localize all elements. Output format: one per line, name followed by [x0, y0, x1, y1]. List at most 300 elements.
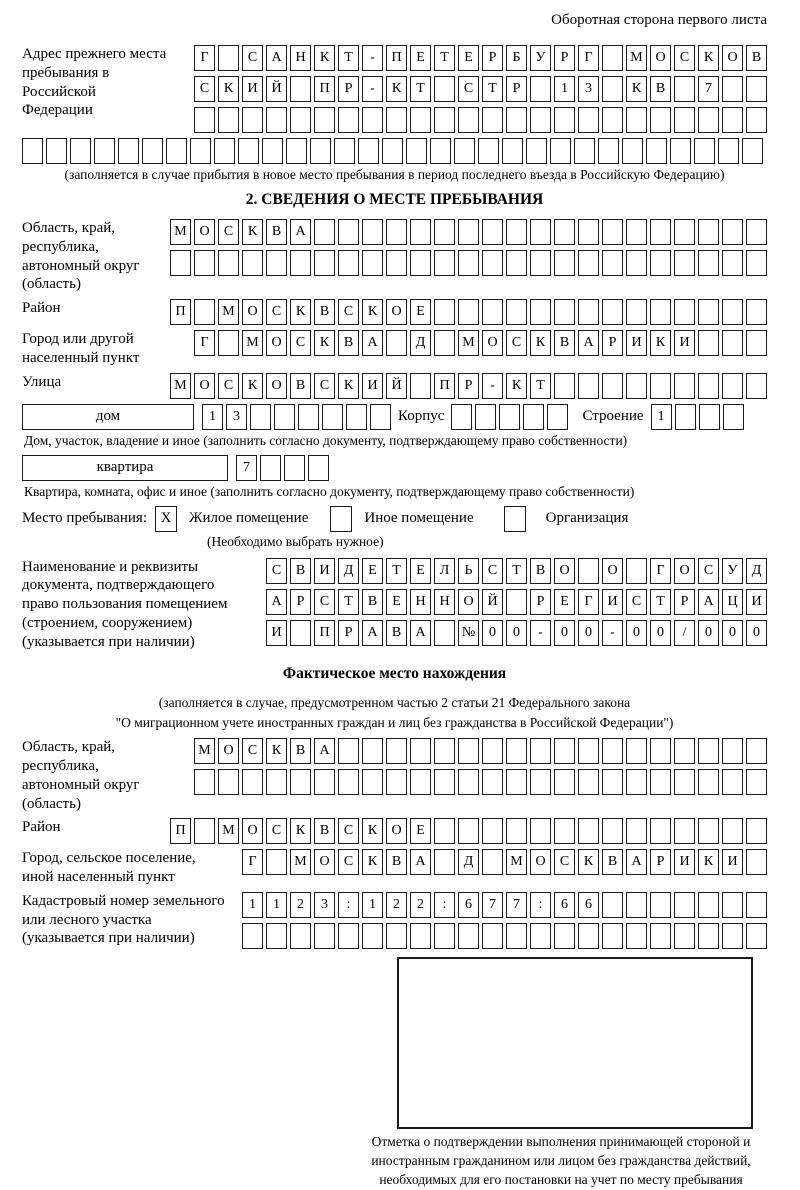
char-cell: С: [458, 76, 479, 102]
char-cell: [746, 299, 767, 325]
cadastral-field: [22, 892, 767, 949]
char-cell: П: [314, 76, 335, 102]
char-cell: В: [290, 738, 311, 764]
char-cell: 0: [746, 620, 767, 646]
char-cell: О: [482, 330, 503, 356]
char-cell: М: [290, 849, 311, 875]
char-cell: [214, 138, 235, 164]
char-cell: С: [482, 558, 503, 584]
char-cell: У: [722, 558, 743, 584]
char-cell: [650, 923, 671, 949]
char-cell: [674, 250, 695, 276]
char-cell: [362, 923, 383, 949]
char-cell: [266, 849, 287, 875]
char-cell: [722, 107, 743, 133]
actual-region-row-1: [194, 738, 767, 764]
char-cell: С: [314, 589, 335, 615]
stay-type-label: Место пребывания:: [22, 510, 147, 526]
char-cell: [746, 330, 767, 356]
char-cell: С: [218, 373, 239, 399]
char-cell: [626, 373, 647, 399]
char-cell: [458, 299, 479, 325]
char-cell: [434, 923, 455, 949]
region-label: Область, край, республика, автономный округ (область): [22, 220, 140, 293]
char-cell: О: [194, 373, 215, 399]
char-cell: [650, 738, 671, 764]
prev-address-field: [22, 45, 767, 133]
char-cell: С: [626, 589, 647, 615]
char-cell: [218, 330, 239, 356]
char-cell: Е: [410, 299, 431, 325]
char-cell: [386, 219, 407, 245]
char-cell: Р: [650, 849, 671, 875]
char-cell: К: [698, 849, 719, 875]
char-cell: 3: [226, 404, 247, 430]
char-cell: С: [554, 849, 575, 875]
street-row: [170, 373, 767, 399]
char-cell: 0: [698, 620, 719, 646]
char-cell: [742, 138, 763, 164]
char-cell: О: [722, 45, 743, 71]
char-cell: [410, 373, 431, 399]
char-cell: [675, 404, 696, 430]
char-cell: [650, 818, 671, 844]
char-cell: С: [266, 558, 287, 584]
char-cell: Е: [410, 818, 431, 844]
char-cell: В: [530, 558, 551, 584]
char-cell: Т: [386, 558, 407, 584]
char-cell: [602, 373, 623, 399]
char-cell: [578, 250, 599, 276]
char-cell: [290, 923, 311, 949]
char-cell: [670, 138, 691, 164]
char-cell: [482, 769, 503, 795]
street-field: [22, 373, 767, 399]
char-cell: [674, 892, 695, 918]
char-cell: [482, 107, 503, 133]
actual-location-note: [22, 693, 767, 732]
char-cell: С: [674, 45, 695, 71]
char-cell: О: [602, 558, 623, 584]
char-cell: В: [314, 818, 335, 844]
document-label: Наименование и реквизиты документа, подтверждающего право пользования помещением (строением, сооружением) (указывается при наличии): [22, 558, 228, 650]
actual-district-label: Район: [22, 819, 61, 836]
char-cell: И: [674, 330, 695, 356]
char-cell: -: [362, 45, 383, 71]
char-cell: [218, 769, 239, 795]
char-cell: [458, 738, 479, 764]
prev-address-note: (заполняется в случае прибытия в новое место пребывания в период последнего въезда в Российскую Федерацию): [64, 167, 725, 182]
char-cell: [478, 138, 499, 164]
char-cell: [626, 219, 647, 245]
char-cell: К: [314, 45, 335, 71]
actual-district-row: [170, 818, 767, 844]
char-cell: :: [338, 892, 359, 918]
char-cell: [602, 769, 623, 795]
char-cell: [362, 250, 383, 276]
char-cell: [554, 818, 575, 844]
stroenie-label: Строение: [582, 408, 644, 424]
char-cell: [46, 138, 67, 164]
char-cell: 7: [698, 76, 719, 102]
char-cell: [674, 818, 695, 844]
char-cell: [458, 923, 479, 949]
char-cell: 2: [410, 892, 431, 918]
char-cell: К: [362, 849, 383, 875]
char-cell: 6: [578, 892, 599, 918]
char-cell: [94, 138, 115, 164]
city-label: Город или другой населенный пункт: [22, 331, 140, 366]
char-cell: С: [338, 849, 359, 875]
char-cell: И: [362, 373, 383, 399]
char-cell: [434, 76, 455, 102]
char-cell: Т: [530, 373, 551, 399]
char-cell: Й: [482, 589, 503, 615]
char-cell: [362, 107, 383, 133]
char-cell: [602, 219, 623, 245]
char-cell: [699, 404, 720, 430]
char-cell: [578, 738, 599, 764]
korpus-cells: [451, 404, 568, 430]
actual-city-label: Город, сельское поселение, иной населенный пункт: [22, 850, 196, 886]
char-cell: [746, 250, 767, 276]
char-cell: 0: [650, 620, 671, 646]
char-cell: [554, 219, 575, 245]
char-cell: М: [218, 299, 239, 325]
char-cell: 7: [482, 892, 503, 918]
document-row-2: [266, 589, 767, 615]
char-cell: С: [506, 330, 527, 356]
char-cell: А: [290, 219, 311, 245]
char-cell: [602, 45, 623, 71]
char-cell: Г: [242, 849, 263, 875]
char-cell: 0: [506, 620, 527, 646]
char-cell: Г: [650, 558, 671, 584]
char-cell: М: [170, 219, 191, 245]
char-cell: Р: [458, 373, 479, 399]
char-cell: [242, 769, 263, 795]
char-cell: Д: [410, 330, 431, 356]
char-cell: [650, 107, 671, 133]
char-cell: 3: [578, 76, 599, 102]
char-cell: [194, 769, 215, 795]
char-cell: [458, 250, 479, 276]
char-cell: В: [386, 620, 407, 646]
char-cell: [338, 250, 359, 276]
char-cell: Р: [482, 45, 503, 71]
char-cell: [578, 373, 599, 399]
char-cell: [502, 138, 523, 164]
char-cell: [482, 250, 503, 276]
char-cell: К: [266, 738, 287, 764]
prev-address-row-1: [194, 45, 767, 71]
char-cell: Р: [338, 620, 359, 646]
char-cell: 0: [482, 620, 503, 646]
cadastral-row-1: [242, 892, 767, 918]
char-cell: [386, 330, 407, 356]
char-cell: [458, 769, 479, 795]
cadastral-row-2: [242, 923, 767, 949]
char-cell: [338, 107, 359, 133]
char-cell: [674, 373, 695, 399]
char-cell: [458, 818, 479, 844]
char-cell: Н: [290, 45, 311, 71]
char-cell: -: [602, 620, 623, 646]
char-cell: В: [266, 219, 287, 245]
char-cell: [194, 818, 215, 844]
char-cell: [602, 250, 623, 276]
document-row-1: [266, 558, 767, 584]
char-cell: [674, 299, 695, 325]
stay-type-checkbox-other-premises: [330, 506, 352, 532]
char-cell: [194, 107, 215, 133]
char-cell: [650, 373, 671, 399]
char-cell: Й: [266, 76, 287, 102]
char-cell: [434, 219, 455, 245]
region-field: [22, 219, 767, 294]
char-cell: М: [506, 849, 527, 875]
char-cell: [482, 299, 503, 325]
char-cell: К: [242, 373, 263, 399]
char-cell: [334, 138, 355, 164]
char-cell: Р: [530, 589, 551, 615]
char-cell: [526, 138, 547, 164]
char-cell: В: [386, 849, 407, 875]
char-cell: И: [314, 558, 335, 584]
char-cell: Т: [482, 76, 503, 102]
char-cell: /: [674, 620, 695, 646]
char-cell: [722, 219, 743, 245]
char-cell: О: [386, 299, 407, 325]
char-cell: [194, 250, 215, 276]
char-cell: [290, 769, 311, 795]
char-cell: И: [626, 330, 647, 356]
char-cell: Т: [338, 45, 359, 71]
char-cell: [746, 738, 767, 764]
stay-type-note: (Необходимо выбрать нужное): [207, 533, 384, 549]
char-cell: Б: [506, 45, 527, 71]
char-cell: Р: [674, 589, 695, 615]
char-cell: С: [242, 738, 263, 764]
char-cell: [314, 923, 335, 949]
stay-type-checkbox-organization: [504, 506, 526, 532]
char-cell: [434, 738, 455, 764]
apartment-row: [22, 455, 767, 481]
char-cell: [746, 219, 767, 245]
char-cell: [266, 107, 287, 133]
char-cell: [238, 138, 259, 164]
char-cell: А: [362, 620, 383, 646]
prev-address-overflow-row: [22, 138, 767, 164]
prev-address-label: Адрес прежнего места пребывания в Российской Федерации: [22, 46, 167, 119]
char-cell: К: [650, 330, 671, 356]
char-cell: 2: [386, 892, 407, 918]
char-cell: [218, 45, 239, 71]
char-cell: [314, 250, 335, 276]
char-cell: [722, 330, 743, 356]
char-cell: О: [266, 373, 287, 399]
char-cell: [434, 620, 455, 646]
char-cell: [290, 250, 311, 276]
char-cell: [370, 404, 391, 430]
char-cell: [578, 107, 599, 133]
city-row: [194, 330, 767, 356]
char-cell: [118, 138, 139, 164]
district-row: [170, 299, 767, 325]
char-cell: Е: [362, 558, 383, 584]
confirmation-stamp-box: [397, 957, 753, 1129]
page-header-note: Оборотная сторона первого листа: [551, 12, 767, 28]
char-cell: О: [674, 558, 695, 584]
korpus-label: Корпус: [398, 408, 445, 424]
char-cell: №: [458, 620, 479, 646]
char-cell: [506, 738, 527, 764]
char-cell: [298, 404, 319, 430]
stay-type-option-organization: Организация: [545, 510, 629, 526]
char-cell: А: [410, 849, 431, 875]
char-cell: [554, 373, 575, 399]
char-cell: Т: [434, 45, 455, 71]
char-cell: [746, 373, 767, 399]
char-cell: [242, 923, 263, 949]
char-cell: [530, 219, 551, 245]
char-cell: О: [650, 45, 671, 71]
char-cell: М: [458, 330, 479, 356]
char-cell: [674, 76, 695, 102]
char-cell: 1: [266, 892, 287, 918]
region-row-1: [170, 219, 767, 245]
char-cell: [70, 138, 91, 164]
char-cell: Т: [338, 589, 359, 615]
char-cell: [434, 299, 455, 325]
char-cell: [578, 769, 599, 795]
char-cell: Н: [410, 589, 431, 615]
char-cell: :: [530, 892, 551, 918]
char-cell: В: [338, 330, 359, 356]
char-cell: [554, 738, 575, 764]
char-cell: [362, 219, 383, 245]
char-cell: И: [746, 589, 767, 615]
char-cell: [523, 404, 544, 430]
char-cell: [314, 769, 335, 795]
char-cell: К: [506, 373, 527, 399]
char-cell: [694, 138, 715, 164]
actual-region-label: Область, край, республика, автономный округ (область): [22, 739, 140, 812]
char-cell: [626, 769, 647, 795]
char-cell: К: [290, 818, 311, 844]
stay-type-checkbox-residential: X: [155, 506, 177, 532]
char-cell: [506, 769, 527, 795]
char-cell: С: [218, 219, 239, 245]
actual-region-field: [22, 738, 767, 813]
char-cell: [530, 76, 551, 102]
char-cell: [722, 373, 743, 399]
char-cell: [22, 138, 43, 164]
char-cell: [242, 107, 263, 133]
district-field: [22, 299, 767, 325]
char-cell: [698, 107, 719, 133]
char-cell: [386, 107, 407, 133]
char-cell: [506, 589, 527, 615]
char-cell: [674, 923, 695, 949]
char-cell: [458, 107, 479, 133]
actual-location-note-line1: (заполняется в случае, предусмотренном частью 2 статьи 21 Федерального закона: [158, 695, 631, 711]
char-cell: С: [242, 45, 263, 71]
char-cell: [698, 299, 719, 325]
char-cell: [746, 849, 767, 875]
char-cell: [650, 769, 671, 795]
char-cell: [218, 107, 239, 133]
document-row-3: [266, 620, 767, 646]
house-row: [22, 404, 767, 430]
char-cell: [530, 250, 551, 276]
char-cell: [434, 107, 455, 133]
char-cell: [602, 299, 623, 325]
char-cell: [499, 404, 520, 430]
char-cell: [626, 892, 647, 918]
char-cell: 7: [236, 455, 257, 481]
char-cell: [242, 250, 263, 276]
char-cell: [722, 818, 743, 844]
char-cell: [722, 250, 743, 276]
prev-address-row-2: [194, 76, 767, 102]
char-cell: [698, 923, 719, 949]
char-cell: О: [266, 330, 287, 356]
char-cell: О: [554, 558, 575, 584]
char-cell: [506, 923, 527, 949]
char-cell: [578, 558, 599, 584]
char-cell: -: [530, 620, 551, 646]
char-cell: [722, 738, 743, 764]
char-cell: [718, 138, 739, 164]
char-cell: [622, 138, 643, 164]
char-cell: 0: [578, 620, 599, 646]
char-cell: [506, 818, 527, 844]
char-cell: В: [314, 299, 335, 325]
char-cell: Д: [338, 558, 359, 584]
char-cell: [530, 923, 551, 949]
char-cell: В: [746, 45, 767, 71]
char-cell: [602, 738, 623, 764]
char-cell: [746, 107, 767, 133]
char-cell: [260, 455, 281, 481]
char-cell: [626, 299, 647, 325]
char-cell: [530, 818, 551, 844]
char-cell: 6: [554, 892, 575, 918]
char-cell: [410, 769, 431, 795]
char-cell: О: [242, 818, 263, 844]
char-cell: О: [314, 849, 335, 875]
char-cell: [674, 219, 695, 245]
char-cell: [190, 138, 211, 164]
char-cell: [626, 558, 647, 584]
char-cell: [430, 138, 451, 164]
char-cell: [578, 299, 599, 325]
char-cell: М: [218, 818, 239, 844]
char-cell: О: [242, 299, 263, 325]
char-cell: [746, 892, 767, 918]
char-cell: [554, 769, 575, 795]
stay-type-option-other-premises: Иное помещение: [364, 510, 474, 526]
char-cell: [506, 107, 527, 133]
char-cell: [578, 923, 599, 949]
char-cell: П: [314, 620, 335, 646]
char-cell: [602, 923, 623, 949]
cadastral-label: Кадастровый номер земельного или лесного участка (указывается при наличии): [22, 892, 225, 947]
char-cell: [650, 892, 671, 918]
char-cell: С: [698, 558, 719, 584]
char-cell: [338, 769, 359, 795]
